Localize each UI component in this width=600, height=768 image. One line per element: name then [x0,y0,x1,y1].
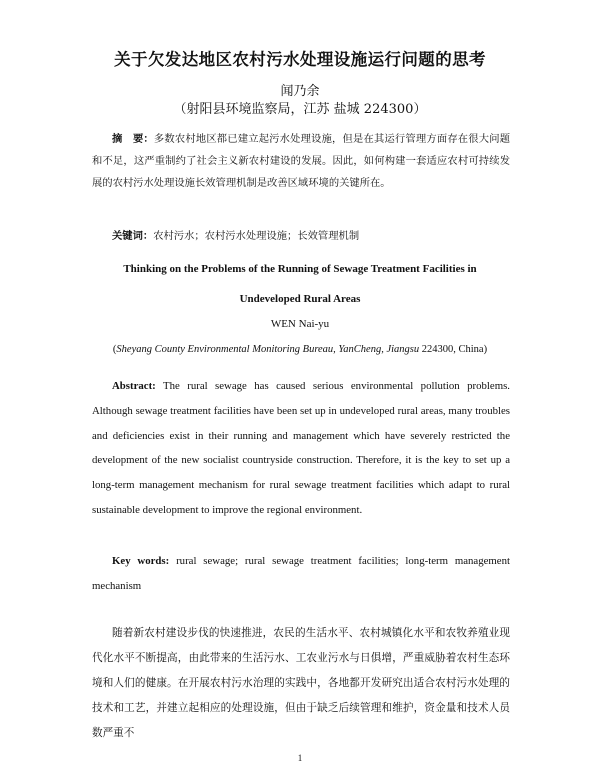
affiliation-en-italic: Sheyang County Environmental Monitoring Bureau, YanCheng, Jiangsu [116,344,420,355]
abstract-en [92,374,510,523]
keywords-label-en: Key words: [112,555,170,567]
body-paragraph: 随着新农村建设步伐的快速推进，农民的生活水平、农村城镇化水平和农牧养殖业现代化水平不断提高，由此带来的生活污水、工农业污水与日俱增，严重威胁着农村生态环境和人们的健康。在开展农村污水治理的实践中，各地都开发研究出适合农村污水处理的技术和工艺，并建立起相应的处理设施，但由于缺乏后续管理和维护，资金量和技术人员数严重不 [92,627,510,739]
abstract-cn [92,128,510,194]
abstract-text-en: The rural sewage has caused serious environmental pollution problems. Although sewage treatment facilities have been set up in undeveloped rural areas, many troubles and deficiencies exist in their running and management which have severely restricted the development of the new socialist countryside construction. Therefore, it is the key to set up a long-term management mechanism for rural sewage treatment facilities which adapt to rural sustainable development to improve the regional environment. [92,380,510,516]
abstract-text-cn: 多数农村地区都已建立起污水处理设施，但是在其运行管理方面存在很大问题和不足，这严重制约了社会主义新农村建设的发展。因此，如何构建一套适应农村可持续发展的农村污水处理设施长效管理机制是改善区域环境的关键所在。 [92,133,511,189]
affiliation-en-close: 224300, China) [419,344,488,355]
abstract-label-en: Abstract: [112,380,156,392]
affiliation-en-open: ( [112,344,117,355]
page-number: 1 [297,753,303,763]
keywords-label-cn: 关键词： [112,230,154,242]
affiliation-cn: （射阳县环境监察局，江苏 盐城 224300） [173,102,427,117]
keywords-cn [92,225,510,247]
keywords-text-en: rural sewage; rural sewage treatment facilities; long-term management mechanism [92,555,510,592]
author-cn: 闻乃余 [280,84,320,99]
keywords-en [92,549,510,599]
paper-title-cn: 关于欠发达地区农村污水处理设施运行问题的思考 [114,50,486,69]
affiliation-en [0,344,600,355]
paper-title-en-line2: Undeveloped Rural Areas [239,293,361,305]
author-en: WEN Nai-yu [270,318,330,330]
keywords-text-cn: 农村污水；农村污水处理设施；长效管理机制 [153,230,360,242]
abstract-label-cn: 摘 要： [112,133,154,145]
paper-title-en-line1: Thinking on the Problems of the Running of Sewage Treatment Facilities in [123,263,477,275]
